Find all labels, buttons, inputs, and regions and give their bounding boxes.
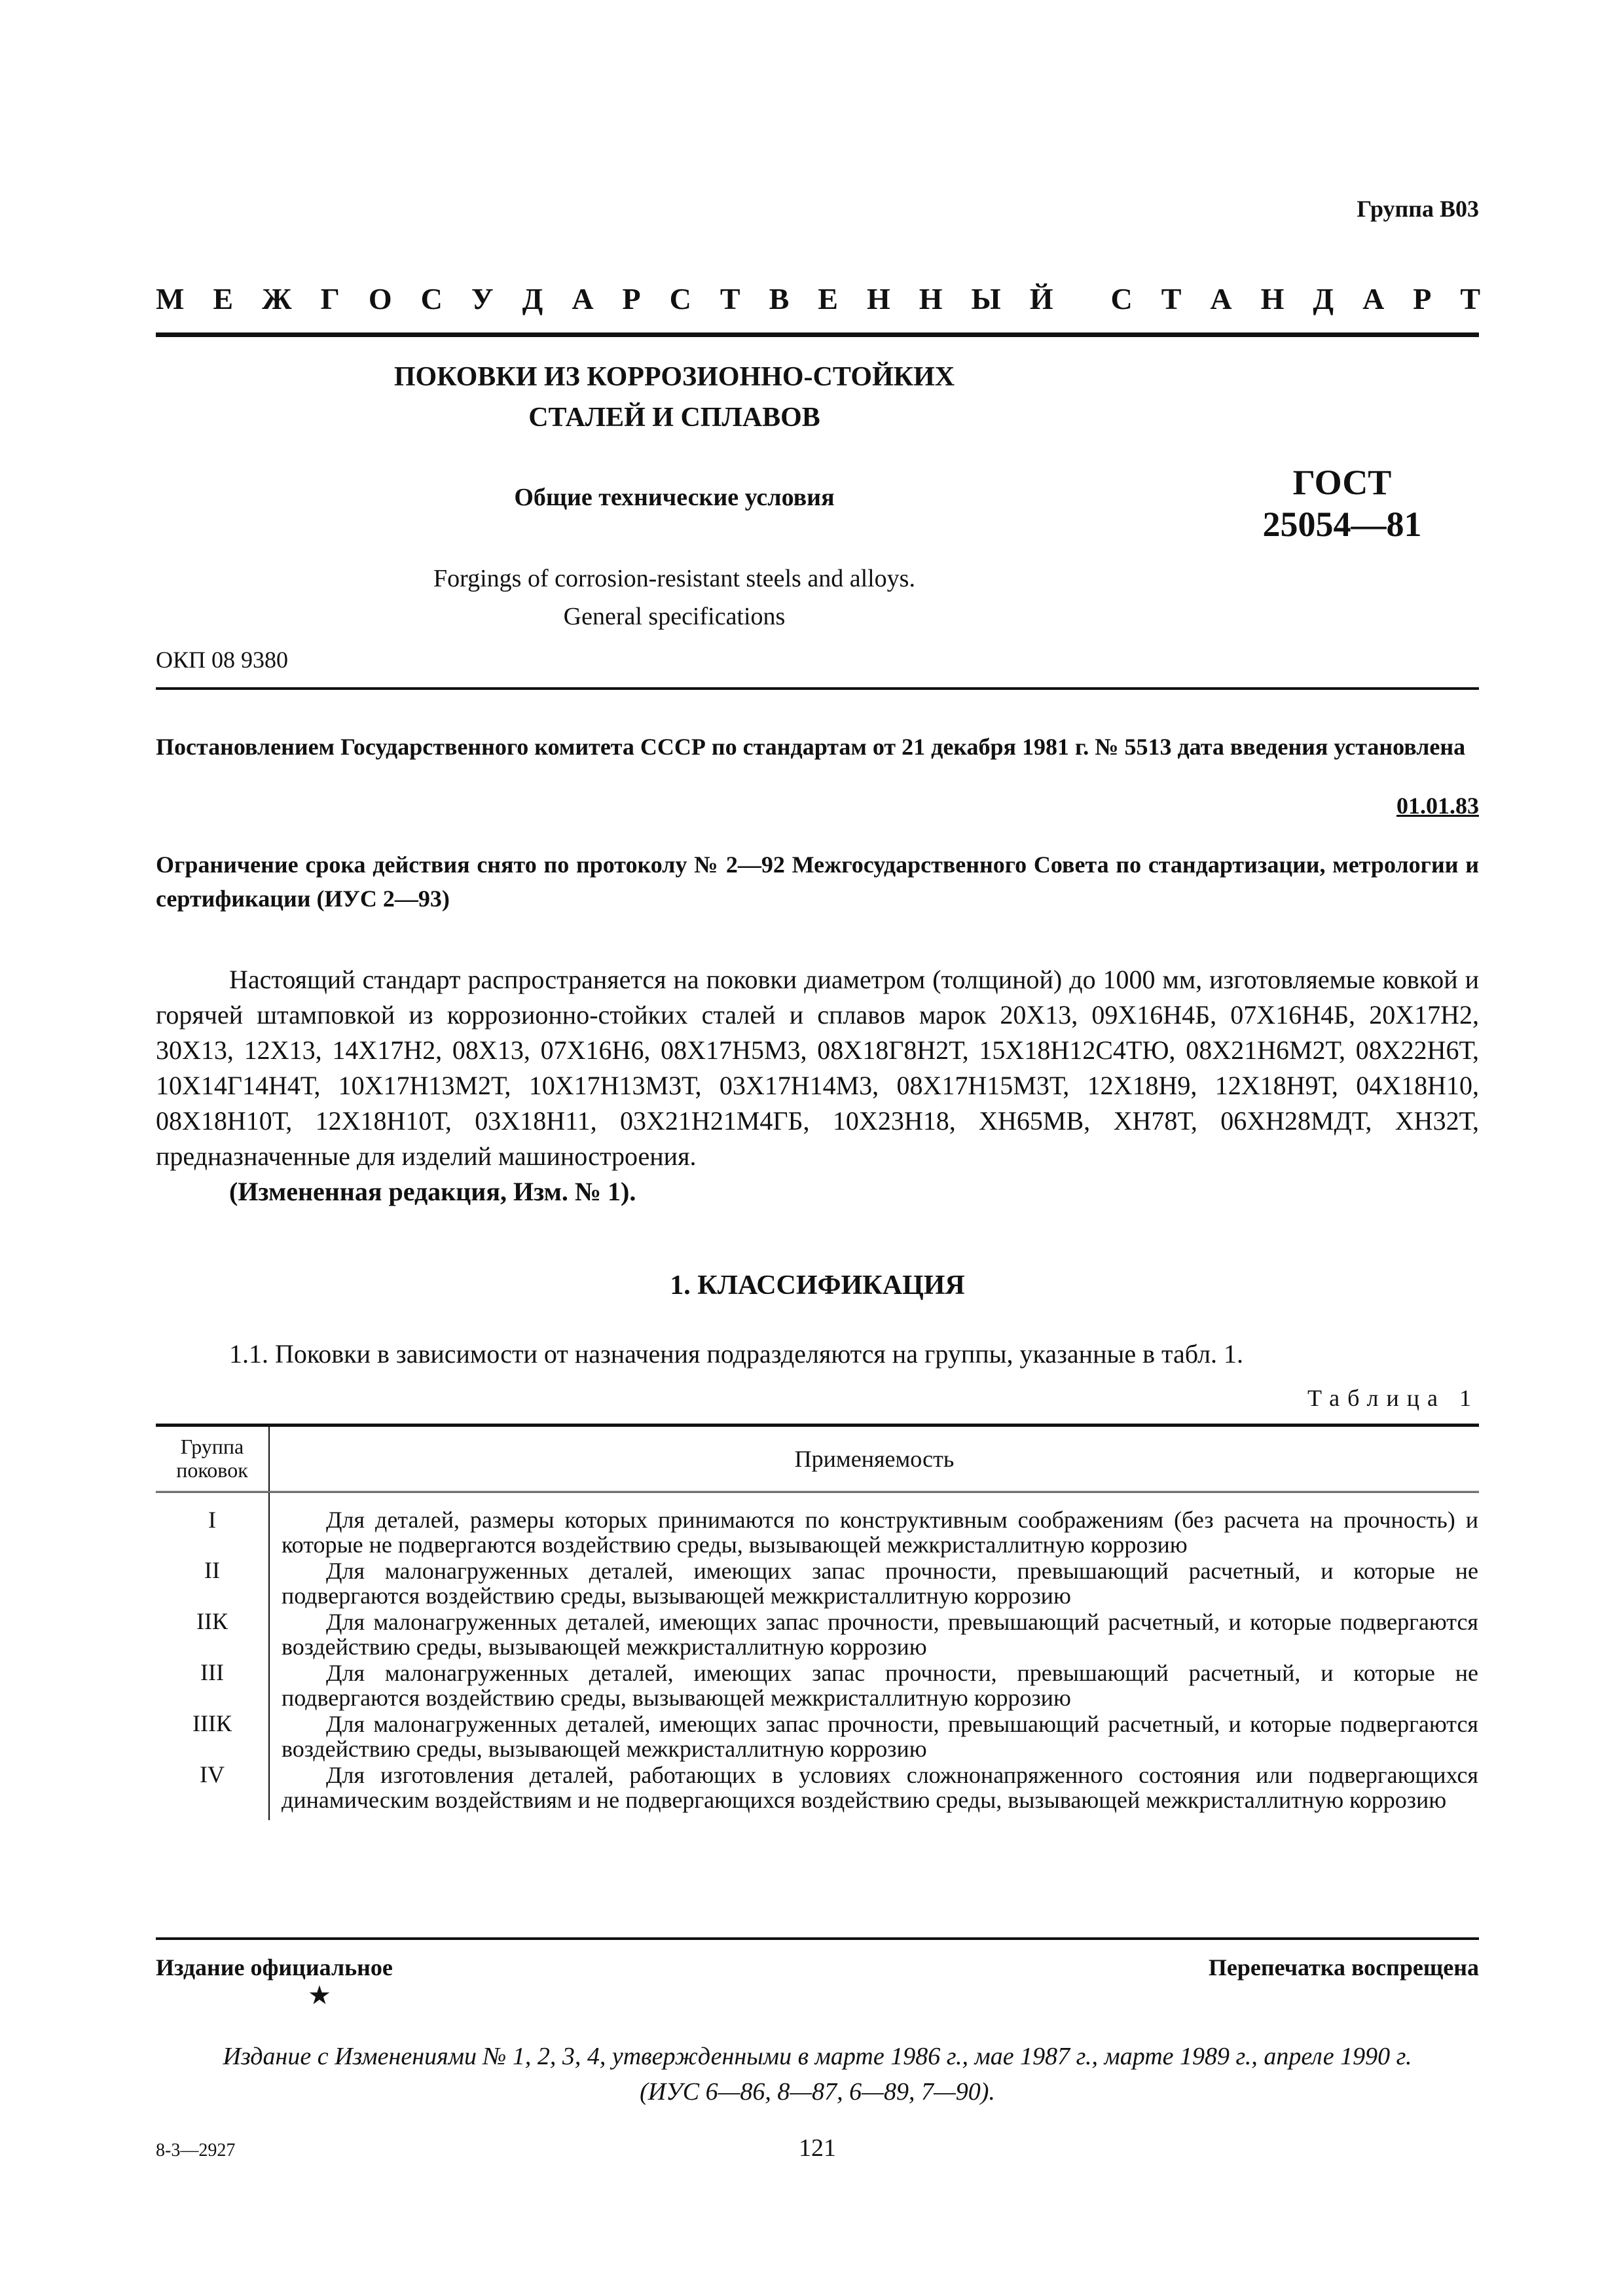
document-title xyxy=(354,357,995,438)
column-header-group: Группа поковок xyxy=(156,1426,269,1492)
gost-code: 25054—81 xyxy=(1262,505,1422,544)
group-cell: II xyxy=(156,1558,269,1609)
section-paragraph: 1.1. Поковки в зависимости от назначения подразделяются на группы, указанные в табл. 1. xyxy=(229,1339,1244,1369)
column-header-applicability: Применяемость xyxy=(269,1426,1479,1492)
banner-letter: Е xyxy=(818,282,838,315)
banner-letter: Ы xyxy=(971,282,1001,315)
banner-letter: С xyxy=(669,282,691,315)
table-row xyxy=(156,1762,1479,1820)
table-header-row xyxy=(156,1426,1479,1492)
star-icon: ★ xyxy=(308,1981,331,2010)
okp-code: ОКП 08 9380 xyxy=(156,647,289,673)
header-rule xyxy=(156,332,1479,337)
banner-letter: Т xyxy=(720,282,740,315)
gost-number xyxy=(1244,461,1440,545)
table-row xyxy=(156,1711,1479,1762)
banner-letter: Н xyxy=(866,282,890,315)
banner-letter: Й xyxy=(1029,282,1053,315)
english-title-line-1: Forgings of corrosion-resistant steels and alloys. xyxy=(433,565,915,592)
print-code: 8-3—2927 xyxy=(156,2140,236,2161)
gost-label: ГОСТ xyxy=(1292,463,1392,502)
group-cell: I xyxy=(156,1492,269,1558)
banner-letter: А xyxy=(1362,282,1385,315)
title-rule xyxy=(156,687,1479,690)
banner-letter: Д xyxy=(1313,282,1334,315)
banner-letter: А xyxy=(572,282,594,315)
section-heading: 1. КЛАССИФИКАЦИЯ xyxy=(670,1270,965,1300)
banner-letter: У xyxy=(471,282,494,315)
banner-letter: Р xyxy=(1413,282,1432,315)
banner-letter: С xyxy=(1110,282,1133,315)
introduction-date: 01.01.83 xyxy=(1396,793,1479,819)
document-subtitle: Общие технические условия xyxy=(514,484,835,511)
banner-letter: Ж xyxy=(262,282,292,315)
applicability-cell: Для малонагруженных деталей, имеющих запас прочности, превышающий расчетный, и которые не подвергаются воздействию среды, вызывающей межкристаллитную коррозию xyxy=(282,1558,1478,1609)
banner-letter: М xyxy=(156,282,185,315)
amendments-line-2: (ИУС 6—86, 8—87, 6—89, 7—90). xyxy=(640,2078,995,2106)
banner-letter: О xyxy=(368,282,392,315)
footer-rule xyxy=(156,1937,1479,1940)
english-title-line-2: General specifications xyxy=(563,603,786,630)
banner-letter: В xyxy=(769,282,790,315)
table-row xyxy=(156,1558,1479,1609)
banner-letter: Е xyxy=(213,282,234,315)
group-cell: IIIК xyxy=(156,1711,269,1762)
banner-letter: С xyxy=(420,282,443,315)
decree-paragraph: Постановлением Государственного комитета СССР по стандартам от 21 декабря 1981 г. № 5513 дата введения установлена xyxy=(156,734,1466,760)
scope-paragraph xyxy=(156,962,1479,1210)
table-label: Таблица 1 xyxy=(1307,1385,1479,1411)
banner-letter: Г xyxy=(320,282,340,315)
limitation-paragraph: Ограничение срока действия снято по протоколу № 2—92 Межгосударственного Совета по стандартизации, метрологии и сертификации (ИУС 2—93) xyxy=(156,852,1479,912)
group-cell: IIК xyxy=(156,1609,269,1660)
title-line-2: СТАЛЕЙ И СПЛАВОВ xyxy=(528,403,820,433)
banner-letter: Д xyxy=(522,282,543,315)
english-title xyxy=(354,560,995,636)
banner-letter: Р xyxy=(622,282,641,315)
table-row xyxy=(156,1660,1479,1711)
banner-word-2 xyxy=(1082,281,1480,316)
banner-letter: Н xyxy=(919,282,943,315)
amendments-line-1: Издание с Изменениями № 1, 2, 3, 4, утвержденными в марте 1986 г., мае 1987 г., марте 1989 г., апреле 1990 г. xyxy=(223,2043,1412,2070)
table-row xyxy=(156,1492,1479,1558)
applicability-cell: Для малонагруженных деталей, имеющих запас прочности, превышающий расчетный, и которые подвергаются воздействию среды, вызывающей межкристаллитную коррозию xyxy=(282,1711,1478,1762)
applicability-cell: Для малонагруженных деталей, имеющих запас прочности, превышающий расчетный, и которые подвергаются воздействию среды, вызывающей межкристаллитную коррозию xyxy=(282,1609,1478,1660)
reprint-prohibited-label: Перепечатка воспрещена xyxy=(1208,1954,1479,1981)
group-cell: IV xyxy=(156,1762,269,1820)
applicability-cell: Для изготовления деталей, работающих в условиях сложнонапряженного состояния или подвергающихся динамическим воздействиям и не подвергающихся воздействию среды, вызывающей межкристаллитную коррозию xyxy=(282,1762,1478,1813)
group-label: Группа В03 xyxy=(1357,196,1479,222)
banner-letter: Т xyxy=(1460,282,1481,315)
amendments-note xyxy=(156,2039,1479,2109)
page-number: 121 xyxy=(799,2134,836,2162)
scope-text: Настоящий стандарт распространяется на поковки диаметром (толщиной) до 1000 мм, изготовляемые ковкой и горячей штамповкой из коррозионно-стойких сталей и сплавов марок 20Х13, 09Х16Н4Б, 07Х16Н4Б, 20Х17Н2, 30Х13, 12Х13, 14Х17Н2, 08Х13, 07Х16Н6, 08Х17Н5М3, 08Х18Г8Н2Т, 15Х18Н12С4ТЮ, 08Х21Н6М2Т, 08Х22Н6Т, 10Х14Г14Н4Т, 10Х17Н13М2Т, 10Х17Н13М3Т, 03Х17Н14М3, 08Х17Н15М3Т, 12Х18Н9, 12Х18Н9Т, 04Х18Н10, 08Х18Н10Т, 12Х18Н10Т, 03Х18Н11, 03Х21Н21М4ГБ, 10Х23Н18, ХН65МВ, ХН78Т, 06ХН28МДТ, ХН32Т, предназначенные для изделий машиностроения. xyxy=(156,965,1479,1171)
title-line-1: ПОКОВКИ ИЗ КОРРОЗИОННО-СТОЙКИХ xyxy=(393,362,955,392)
applicability-cell: Для деталей, размеры которых принимаются по конструктивным соображениям (без расчета на прочность) и которые не подвергаются воздействию среды, вызывающей межкристаллитную коррозию xyxy=(282,1507,1478,1558)
interstate-standard-banner xyxy=(156,281,1479,316)
banner-letter: Н xyxy=(1260,282,1285,315)
banner-letter: Т xyxy=(1161,282,1182,315)
classification-table xyxy=(156,1424,1479,1820)
applicability-cell: Для малонагруженных деталей, имеющих запас прочности, превышающий расчетный, и которые не подвергаются воздействию среды, вызывающей межкристаллитную коррозию xyxy=(282,1660,1478,1711)
group-cell: III xyxy=(156,1660,269,1711)
banner-word-1 xyxy=(156,281,1082,316)
table-row xyxy=(156,1609,1479,1660)
banner-letter: А xyxy=(1210,282,1232,315)
official-edition-label: Издание официальное xyxy=(156,1954,393,1981)
amendment-note: (Измененная редакция, Изм. № 1). xyxy=(229,1177,636,1206)
